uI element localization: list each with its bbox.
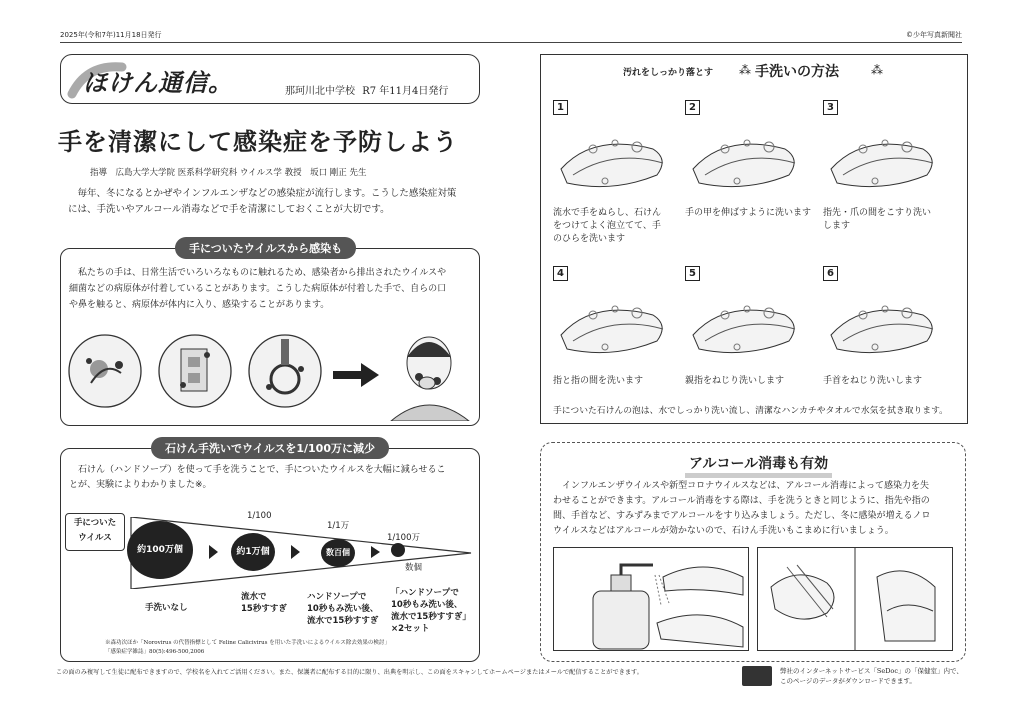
handwash-step	[553, 95, 689, 246]
rubbing-illustration	[757, 547, 953, 651]
header-rule	[60, 42, 962, 43]
stage-4-note: 「ハンドソープで 10秒もみ洗い後、 流水で15秒すすぎ」 ×2セット	[391, 588, 471, 634]
section-virus-body	[69, 265, 473, 313]
virus-stage-4-count: 数個	[405, 563, 423, 573]
stage-1-note: 手洗いなし	[145, 603, 188, 613]
stage-arrow	[371, 546, 380, 558]
hands-illustration	[553, 119, 673, 199]
strap-circle	[249, 335, 321, 407]
handwash-panel	[540, 54, 968, 424]
alcohol-body	[553, 479, 957, 539]
switch-circle	[159, 335, 231, 407]
alcohol-heading: アルコール消毒も有効	[685, 453, 832, 478]
intro	[68, 186, 488, 218]
body-line: 間、手首など、すみずみまでアルコールをすり込みましょう。ただし、冬に感染が増えるノロ	[553, 511, 931, 521]
body-line: インフルエンザウイルスや新型コロナウイルスなどは、アルコール消毒によって感染力を失	[562, 481, 930, 491]
issue-date-local: 年11月4日発行	[379, 86, 449, 97]
hands-illustration	[823, 285, 943, 365]
footer-download	[780, 666, 963, 686]
body-line: ウイルスなどはアルコールが効かないので、石けん手洗いもこまめに行いましょう。	[553, 526, 894, 536]
virus-stage-3: 数百個	[321, 539, 355, 567]
stage-arrow	[209, 545, 218, 559]
section-soap-heading: 石けん手洗いでウイルスを1/100万に減少	[151, 437, 389, 459]
handwash-title: 手洗いの方法	[755, 64, 839, 80]
footer-note: この面のみ複写して生徒に配布できますので、学校名を入れてご活用ください。また、保護者に配布する目的に限り、出典を明示し、この面をスキャンしてホームページまたはメールで配信することができます。	[56, 669, 643, 676]
stage-2-note: 流水で 15秒すすぎ	[241, 592, 287, 614]
step-caption: 流水で手をぬらし、石けん をつけてよく泡立てて、手 のひらを洗います	[553, 208, 662, 244]
step-caption: 手の甲を伸ばすように洗います	[685, 208, 812, 218]
doorknob-circle	[69, 335, 141, 407]
masthead-title: ほけん通信。	[83, 69, 233, 97]
bubble-icon: ⁂	[871, 63, 883, 77]
step-number: 4	[553, 266, 568, 281]
hands-illustration	[685, 119, 805, 199]
stage-3-note: ハンドソープで 10秒もみ洗い後、 流水で15秒すすぎ	[307, 592, 379, 626]
handwash-footer: 手についた石けんの泡は、水でしっかり洗い流し、清潔なハンカチやタオルで水気を拭き取ります。	[553, 406, 948, 416]
body-line: 石けん（ハンドソープ）を使って手を洗うことで、手についたウイルスを大幅に減らせるこ	[78, 465, 446, 475]
step-caption: 指先・爪の間をこすり洗い します	[823, 208, 932, 231]
intro-line: には、手洗いやアルコール消毒などで手を清潔にしておくことが大切です。	[68, 204, 390, 215]
step-number: 6	[823, 266, 838, 281]
section-soap	[60, 442, 480, 662]
hands-illustration	[823, 119, 943, 199]
bubble-icon: ⁂	[739, 63, 751, 77]
contact-illustration	[61, 321, 479, 421]
publisher: ©少年写真新聞社	[906, 31, 962, 39]
alcohol-section	[540, 442, 966, 662]
section-soap-body	[69, 463, 473, 493]
handwash-step	[685, 95, 821, 220]
virus-stage-4	[391, 543, 405, 557]
step-number: 3	[823, 100, 838, 115]
hand-virus-label: 手についた ウイルス	[65, 513, 125, 551]
stage-arrow	[291, 545, 300, 559]
section-virus-heading: 手についたウイルスから感染も	[175, 237, 356, 259]
footer-download-line: 弊社のインターネットサービス「SeDoc」の「保健室」内で、	[780, 667, 963, 675]
handwash-step	[823, 95, 959, 233]
handwash-title-small: 汚れをしっかり落とす	[623, 68, 714, 78]
handwash-step	[685, 261, 821, 388]
era: R7	[362, 86, 377, 97]
body-line: 細菌などの病原体が付着していることがあります。こうした病原体が付着した手で、自らの口	[69, 284, 447, 294]
sedoc-logo	[742, 666, 772, 686]
supervisor: 指導 広島大学大学院 医系科学研究科 ウイルス学 教授 坂口 剛正 先生	[90, 168, 367, 178]
footer-download-line: このページのデータがダウンロードできます。	[780, 677, 916, 685]
school-name: 那珂川北中学校	[285, 86, 355, 97]
body-line: 私たちの手は、日常生活でいろいろなものに触れるため、感染者から排出されたウイルスや	[78, 268, 447, 278]
ratio-1-100: 1/100	[247, 511, 272, 521]
step-caption: 手首をねじり洗いします	[823, 376, 923, 386]
handwash-step	[553, 261, 689, 388]
hands-illustration	[553, 285, 673, 365]
dispenser-illustration	[553, 547, 749, 651]
footnote	[105, 639, 475, 657]
intro-line: 毎年、冬になるとかぜやインフルエンザなどの感染症が流行します。こうした感染症対策	[77, 188, 457, 199]
virus-stage-2: 約1万個	[231, 533, 275, 571]
step-number: 2	[685, 100, 700, 115]
ratio-1-10000: 1/1万	[327, 521, 350, 531]
step-number: 5	[685, 266, 700, 281]
issue-date: 2025年(令和7年)11月18日発行	[60, 31, 162, 39]
handwash-step	[823, 261, 959, 388]
footnote-line: ※森功次ほか「Norovirus の代替指標として Feline Calicivirus を用いた手洗いによるウイルス除去効果の検討」	[105, 640, 390, 646]
body-line: わせることができます。アルコール消毒をする際は、手を洗うときと同じように、指先や指の	[553, 496, 930, 506]
step-number: 1	[553, 100, 568, 115]
arrow-right	[333, 363, 379, 387]
body-line: や鼻を触ると、病原体が体内に入り、感染することがあります。	[69, 300, 330, 310]
step-caption: 指と指の間を洗います	[553, 376, 644, 386]
footnote-line: 「感染症学雑誌」80(5):496-500,2006	[105, 649, 205, 655]
headline: 手を清潔にして感染症を予防しよう	[58, 128, 458, 156]
ratio-1-1000000: 1/100万	[387, 533, 420, 543]
hands-illustration	[685, 285, 805, 365]
masthead	[60, 54, 480, 104]
step-caption: 親指をねじり洗いします	[685, 376, 785, 386]
section-virus	[60, 242, 480, 426]
masthead-school	[285, 82, 448, 97]
body-line: とが、実験によりわかりました※。	[69, 480, 212, 490]
student-figure	[391, 337, 469, 421]
virus-stage-1: 約100万個	[127, 521, 193, 579]
